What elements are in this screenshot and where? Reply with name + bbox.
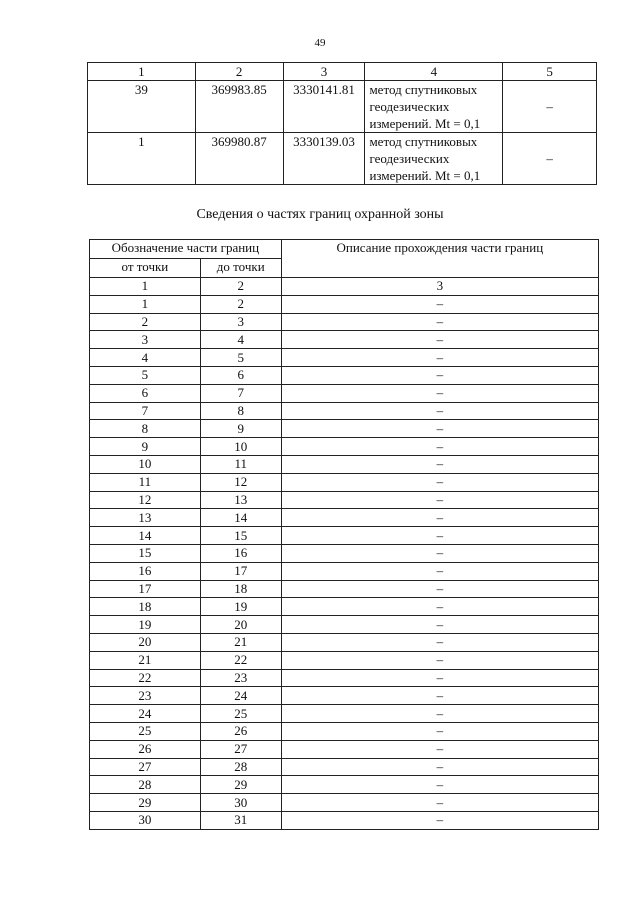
- table-row: [90, 331, 599, 349]
- from-point: 21: [90, 651, 201, 669]
- coordinates-table: [87, 62, 597, 185]
- table-row: [90, 598, 599, 616]
- to-point: 3: [200, 313, 281, 331]
- part-description: –: [281, 544, 598, 562]
- table-row: [90, 758, 599, 776]
- to-point: 26: [200, 722, 281, 740]
- table-row: [90, 455, 599, 473]
- coordinate-y: 3330139.03: [283, 133, 365, 185]
- column-number-2: 2: [200, 278, 281, 296]
- from-point: 18: [90, 598, 201, 616]
- to-point: 28: [200, 758, 281, 776]
- from-point: 6: [90, 384, 201, 402]
- part-description: –: [281, 349, 598, 367]
- point-number: 1: [88, 133, 196, 185]
- from-point: 29: [90, 794, 201, 812]
- table-row: [90, 687, 599, 705]
- part-description: –: [281, 473, 598, 491]
- to-point: 29: [200, 776, 281, 794]
- table-row: [90, 473, 599, 491]
- from-point: 7: [90, 402, 201, 420]
- from-point: 26: [90, 740, 201, 758]
- section-title: Сведения о частях границ охранной зоны: [196, 207, 444, 222]
- from-point: 28: [90, 776, 201, 794]
- part-description: –: [281, 705, 598, 723]
- column-5-value: –: [503, 133, 597, 185]
- table-row: [90, 420, 599, 438]
- column-number-3: 3: [281, 278, 598, 296]
- to-point: 24: [200, 687, 281, 705]
- from-point: 13: [90, 509, 201, 527]
- to-point: 9: [200, 420, 281, 438]
- column-number-2: 2: [195, 63, 283, 81]
- table-row: [90, 349, 599, 367]
- header-description: Описание прохождения части границ: [281, 240, 598, 278]
- part-description: –: [281, 420, 598, 438]
- table-row: [90, 669, 599, 687]
- table-row: [90, 705, 599, 723]
- from-point: 8: [90, 420, 201, 438]
- table-header-row: [88, 63, 597, 81]
- table-row: [90, 580, 599, 598]
- column-number-4: 4: [365, 63, 503, 81]
- coordinate-y: 3330141.81: [283, 81, 365, 133]
- part-description: –: [281, 402, 598, 420]
- part-description: –: [281, 331, 598, 349]
- column-number-1: 1: [88, 63, 196, 81]
- part-description: –: [281, 776, 598, 794]
- part-description: –: [281, 651, 598, 669]
- table-row: [90, 366, 599, 384]
- part-description: –: [281, 740, 598, 758]
- table-row: [88, 133, 597, 185]
- part-description: –: [281, 633, 598, 651]
- to-point: 4: [200, 331, 281, 349]
- part-description: –: [281, 616, 598, 634]
- coordinate-x: 369980.87: [195, 133, 283, 185]
- to-point: 6: [200, 366, 281, 384]
- table-row: [90, 740, 599, 758]
- header-group: Обозначение части границ: [90, 240, 282, 259]
- page-number: 49: [314, 37, 326, 49]
- from-point: 11: [90, 473, 201, 491]
- table-row: [90, 562, 599, 580]
- from-point: 23: [90, 687, 201, 705]
- method-line: геодезических: [369, 99, 450, 114]
- from-point: 16: [90, 562, 201, 580]
- table-row: [90, 544, 599, 562]
- part-description: –: [281, 758, 598, 776]
- table-row: [90, 295, 599, 313]
- table-row: [90, 811, 599, 829]
- table-row: [90, 794, 599, 812]
- part-description: –: [281, 438, 598, 456]
- part-description: –: [281, 669, 598, 687]
- from-point: 14: [90, 527, 201, 545]
- from-point: 12: [90, 491, 201, 509]
- part-description: –: [281, 527, 598, 545]
- point-number: 39: [88, 81, 196, 133]
- column-number-3: 3: [283, 63, 365, 81]
- from-point: 3: [90, 331, 201, 349]
- part-description: –: [281, 491, 598, 509]
- to-point: 7: [200, 384, 281, 402]
- to-point: 23: [200, 669, 281, 687]
- table-row: [90, 402, 599, 420]
- from-point: 9: [90, 438, 201, 456]
- to-point: 21: [200, 633, 281, 651]
- to-point: 18: [200, 580, 281, 598]
- to-point: 13: [200, 491, 281, 509]
- table-row: [90, 776, 599, 794]
- method-description: [365, 81, 503, 133]
- to-point: 17: [200, 562, 281, 580]
- part-description: –: [281, 580, 598, 598]
- to-point: 22: [200, 651, 281, 669]
- part-description: –: [281, 455, 598, 473]
- to-point: 25: [200, 705, 281, 723]
- numbering-row: [90, 278, 599, 296]
- to-point: 12: [200, 473, 281, 491]
- method-description: [365, 133, 503, 185]
- from-point: 10: [90, 455, 201, 473]
- part-description: –: [281, 509, 598, 527]
- part-description: –: [281, 598, 598, 616]
- table-row: [90, 384, 599, 402]
- to-point: 30: [200, 794, 281, 812]
- to-point: 10: [200, 438, 281, 456]
- coordinate-x: 369983.85: [195, 81, 283, 133]
- from-point: 30: [90, 811, 201, 829]
- part-description: –: [281, 811, 598, 829]
- to-point: 19: [200, 598, 281, 616]
- table-row: [90, 651, 599, 669]
- header-row: [90, 240, 599, 259]
- method-line: измерений. Mt = 0,1: [369, 116, 481, 131]
- from-point: 27: [90, 758, 201, 776]
- table-row: [90, 509, 599, 527]
- header-to-point: до точки: [200, 259, 281, 278]
- to-point: 2: [200, 295, 281, 313]
- part-description: –: [281, 366, 598, 384]
- table-row: [90, 633, 599, 651]
- method-line: геодезических: [369, 151, 450, 166]
- to-point: 31: [200, 811, 281, 829]
- to-point: 11: [200, 455, 281, 473]
- to-point: 27: [200, 740, 281, 758]
- part-description: –: [281, 313, 598, 331]
- table-row: [88, 81, 597, 133]
- column-number-5: 5: [503, 63, 597, 81]
- table-row: [90, 722, 599, 740]
- part-description: –: [281, 794, 598, 812]
- header-from-point: от точки: [90, 259, 201, 278]
- method-line: метод спутниковых: [369, 134, 478, 149]
- column-number-1: 1: [90, 278, 201, 296]
- table-row: [90, 527, 599, 545]
- table-row: [90, 438, 599, 456]
- table-row: [90, 491, 599, 509]
- part-description: –: [281, 687, 598, 705]
- from-point: 15: [90, 544, 201, 562]
- from-point: 17: [90, 580, 201, 598]
- from-point: 22: [90, 669, 201, 687]
- part-description: –: [281, 722, 598, 740]
- to-point: 8: [200, 402, 281, 420]
- to-point: 15: [200, 527, 281, 545]
- from-point: 1: [90, 295, 201, 313]
- to-point: 5: [200, 349, 281, 367]
- table-row: [90, 313, 599, 331]
- to-point: 14: [200, 509, 281, 527]
- table-row: [90, 616, 599, 634]
- part-description: –: [281, 384, 598, 402]
- part-description: –: [281, 562, 598, 580]
- boundary-parts-table: [89, 239, 599, 830]
- part-description: –: [281, 295, 598, 313]
- from-point: 25: [90, 722, 201, 740]
- from-point: 5: [90, 366, 201, 384]
- method-line: измерений. Mt = 0,1: [369, 168, 481, 183]
- from-point: 24: [90, 705, 201, 723]
- from-point: 19: [90, 616, 201, 634]
- from-point: 20: [90, 633, 201, 651]
- column-5-value: –: [503, 81, 597, 133]
- boundary-parts-body: [90, 295, 599, 829]
- to-point: 20: [200, 616, 281, 634]
- to-point: 16: [200, 544, 281, 562]
- from-point: 2: [90, 313, 201, 331]
- from-point: 4: [90, 349, 201, 367]
- method-line: метод спутниковых: [369, 82, 478, 97]
